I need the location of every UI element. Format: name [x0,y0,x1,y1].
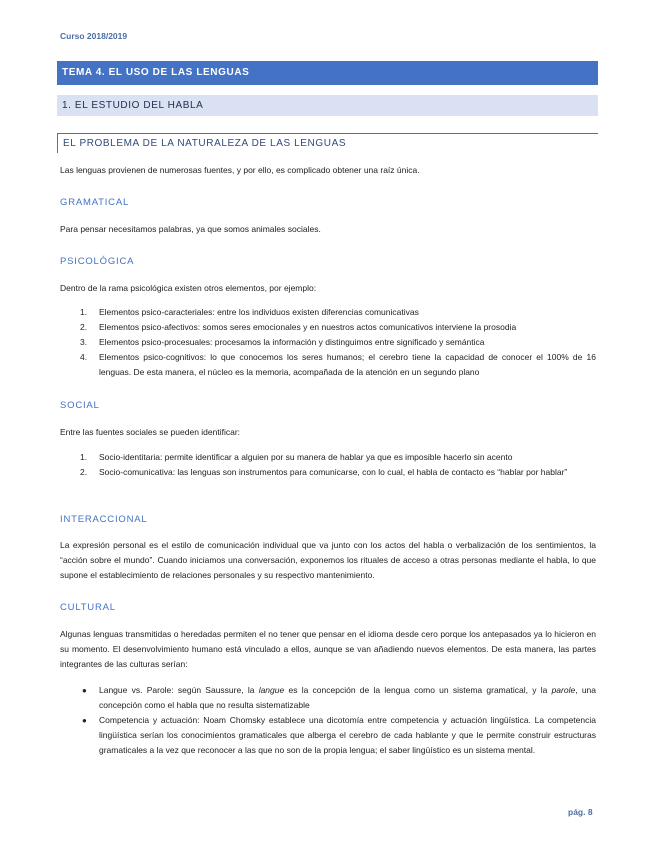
theme-title: TEMA 4. EL USO DE LAS LENGUAS [57,61,598,85]
heading-interaccional: INTERACCIONAL [60,514,148,525]
list-number: 2. [80,467,88,477]
list-number: 4. [80,352,88,362]
heading-cultural: CULTURAL [60,602,116,613]
subsection-title: EL PROBLEMA DE LA NATURALEZA DE LAS LENGUAS [57,133,598,153]
list-number: 1. [80,307,88,317]
interaccional-paragraph: La expresión personal es el estilo de comunicación individual que va junto con los actos del habla o verbalización de los sentimientos, la “acción sobre el mundo”. Cuando iniciamos una conversación, exponemos los rituales de acceso a otras personas mediante el habla, lo que supone el establecimiento de relaciones personales y su respectivo mantenimiento. [60,540,596,580]
gramatical-paragraph: Para pensar necesitamos palabras, ya que somos animales sociales. [60,224,321,234]
list-number: 2. [80,322,88,332]
list-text: Socio-identitaria: permite identificar a alguien por su manera de hablar ya que es imposible hacerlo sin acento [99,452,513,462]
cultural-paragraph: Algunas lenguas transmitidas o heredadas permiten el no tener que pensar en el idioma desde cero porque los antepasados ya lo hicieron en su momento. El desenvolvimiento humano está vinculado a ellos, aunque se van añadiendo nuevos elementos. De esta manera, las partes integrantes de las culturas serían: [60,629,596,669]
intro-paragraph: Las lenguas provienen de numerosas fuentes, y por ello, es complicado obtener una raíz única. [60,165,420,175]
bullet-icon: ● [82,686,87,695]
social-paragraph: Entre las fuentes sociales se pueden identificar: [60,427,241,437]
psicologica-paragraph: Dentro de la rama psicológica existen otros elementos, por ejemplo: [60,283,317,293]
list-number: 1. [80,452,88,462]
list-text: Socio-comunicativa: las lenguas son instrumentos para comunicarse, con lo cual, el habla de contacto es “hablar por hablar” [99,467,568,477]
bullet-icon: ● [82,716,87,725]
section-title: 1. EL ESTUDIO DEL HABLA [57,95,598,116]
heading-social: SOCIAL [60,400,100,411]
list-text: Elementos psico-cognitivos: lo que conocemos los seres humanos; el cerebro tiene la capacidad de conocer el 100% de 16 lenguas. De esta manera, el núcleo es la memoria, acompañada de la atención en un segundo plano [99,352,596,377]
heading-gramatical: GRAMATICAL [60,197,130,208]
list-number: 3. [80,337,88,347]
list-text: Elementos psico-procesuales: procesamos la información y distinguimos entre significado y semántica [99,337,485,347]
course-header: Curso 2018/2019 [60,31,128,41]
page-number: pág. 8 [568,807,593,817]
list-text: Elementos psico-caracteriales: entre los individuos existen diferencias comunicativas [99,307,419,317]
heading-psicologica: PSICOLÓGICA [60,256,135,267]
list-text: Langue vs. Parole: según Saussure, la langue es la concepción de la lengua como un sistema gramatical, y la parole, una concepción como el habla que no resulta sistematizable [99,685,597,710]
list-text: Elementos psico-afectivos: somos seres emocionales y en nuestros actos comunicativos interviene la prosodia [99,322,517,332]
list-text: Competencia y actuación: Noam Chomsky establece una dicotomía entre competencia y actuación lingüística. La competencia lingüística serían los conocimientos gramaticales que alberga el cerebro de cada hablante y que le permite construir estructuras gramaticales a la vez que reconocer a las que no son de la propia lengua; el saber lingüístico es un sistema mental. [99,715,596,755]
